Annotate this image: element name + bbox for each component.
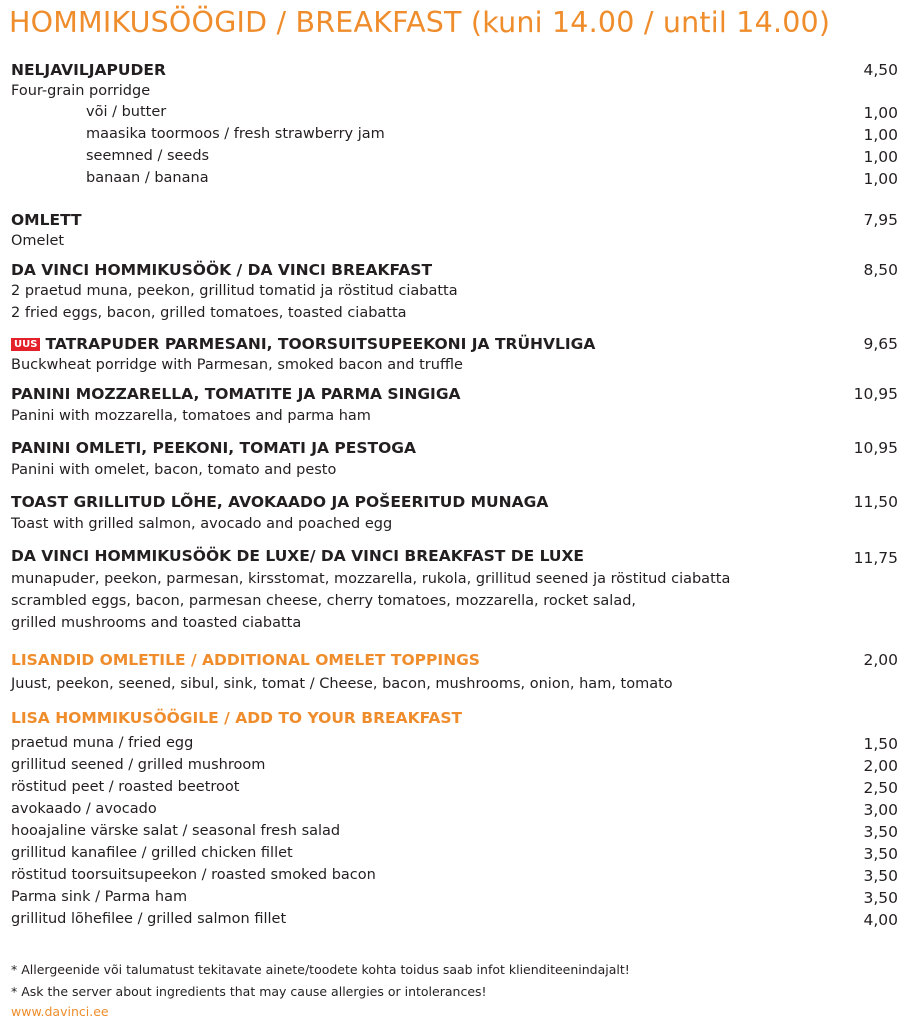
website-link[interactable]: www.davinci.ee (11, 1004, 109, 1019)
item-desc: 2 praetud muna, peekon, grillitud tomatid ja röstitud ciabatta (11, 283, 458, 299)
item-desc: Buckwheat porridge with Parmesan, smoked bacon and truffle (11, 357, 463, 373)
addons-heading: LISA HOMMIKUSÖÖGILE / ADD TO YOUR BREAKFAST (11, 709, 463, 727)
addon-label: röstitud toorsuitsupeekon / roasted smoked bacon (11, 867, 376, 883)
addon-label: grillitud kanafilee / grilled chicken fillet (11, 845, 293, 861)
addon-price: 3,50 (863, 889, 898, 907)
new-badge: UUS (11, 338, 40, 351)
item-name: PANINI OMLETI, PEEKONI, TOMATI JA PESTOGA (11, 439, 416, 457)
item-price-porridge: 4,50 (863, 61, 898, 79)
extra-label: banaan / banana (86, 170, 209, 186)
item-desc: munapuder, peekon, parmesan, kirsstomat, mozzarella, rukola, grillitud seened ja röstitud ciabatta (11, 571, 731, 587)
allergen-note-et: * Allergeenide või talumatust tekitavate ainete/toodete kohta toidus saab infot klienditeenindajalt! (11, 962, 630, 977)
item-name: PANINI MOZZARELLA, TOMATITE JA PARMA SINGIGA (11, 385, 461, 403)
addon-price: 3,50 (863, 867, 898, 885)
toppings-price: 2,00 (863, 651, 898, 669)
page-title: HOMMIKUSÖÖGID / BREAKFAST (kuni 14.00 / until 14.00) (9, 6, 831, 39)
item-price: 11,50 (853, 493, 898, 511)
item-price: 9,65 (863, 335, 898, 353)
item-desc: Panini with omelet, bacon, tomato and pesto (11, 462, 337, 478)
item-desc: scrambled eggs, bacon, parmesan cheese, cherry tomatoes, mozzarella, rocket salad, (11, 593, 637, 609)
addon-label: grillitud seened / grilled mushroom (11, 757, 266, 773)
item-price: 7,95 (863, 211, 898, 229)
addon-price: 2,50 (863, 779, 898, 797)
addon-label: avokaado / avocado (11, 801, 157, 817)
item-desc: Omelet (11, 233, 65, 249)
item-name-text: TATRAPUDER PARMESANI, TOORSUITSUPEEKONI JA TRÜHVLIGA (45, 335, 596, 353)
extra-label: või / butter (86, 104, 167, 120)
toppings-desc: Juust, peekon, seened, sibul, sink, tomat / Cheese, bacon, mushrooms, onion, ham, tomato (11, 676, 673, 692)
addon-price: 3,50 (863, 823, 898, 841)
allergen-note-en: * Ask the server about ingredients that may cause allergies or intolerances! (11, 984, 487, 999)
addon-price: 4,00 (863, 911, 898, 929)
addon-label: grillitud lõhefilee / grilled salmon fillet (11, 911, 287, 927)
addon-label: Parma sink / Parma ham (11, 889, 188, 905)
item-price: 10,95 (853, 385, 898, 403)
addon-label: röstitud peet / roasted beetroot (11, 779, 240, 795)
addon-label: praetud muna / fried egg (11, 735, 194, 751)
item-desc: grilled mushrooms and toasted ciabatta (11, 615, 302, 631)
item-name: OMLETT (11, 211, 82, 229)
item-name: DA VINCI HOMMIKUSÖÖK / DA VINCI BREAKFAST (11, 261, 433, 279)
item-desc: Panini with mozzarella, tomatoes and parma ham (11, 408, 371, 424)
item-desc: Toast with grilled salmon, avocado and poached egg (11, 516, 393, 532)
addon-price: 1,50 (863, 735, 898, 753)
extra-label: seemned / seeds (86, 148, 210, 164)
addon-label: hooajaline värske salat / seasonal fresh salad (11, 823, 341, 839)
item-price: 11,75 (853, 549, 898, 567)
extra-label: maasika toormoos / fresh strawberry jam (86, 126, 385, 142)
addon-price: 3,50 (863, 845, 898, 863)
addon-price: 3,00 (863, 801, 898, 819)
item-desc-porridge: Four-grain porridge (11, 83, 151, 99)
extra-price: 1,00 (863, 126, 898, 144)
addon-price: 2,00 (863, 757, 898, 775)
item-desc: 2 fried eggs, bacon, grilled tomatoes, toasted ciabatta (11, 305, 407, 321)
extra-price: 1,00 (863, 170, 898, 188)
item-name-new (11, 335, 595, 353)
extra-price: 1,00 (863, 104, 898, 122)
item-price: 10,95 (853, 439, 898, 457)
item-name: TOAST GRILLITUD LÕHE, AVOKAADO JA POŠEERITUD MUNAGA (11, 493, 549, 511)
toppings-heading: LISANDID OMLETILE / ADDITIONAL OMELET TOPPINGS (11, 651, 480, 669)
item-name: DA VINCI HOMMIKUSÖÖK DE LUXE/ DA VINCI BREAKFAST DE LUXE (11, 547, 585, 565)
extra-price: 1,00 (863, 148, 898, 166)
item-name-porridge: NELJAVILJAPUDER (11, 61, 166, 79)
item-price: 8,50 (863, 261, 898, 279)
